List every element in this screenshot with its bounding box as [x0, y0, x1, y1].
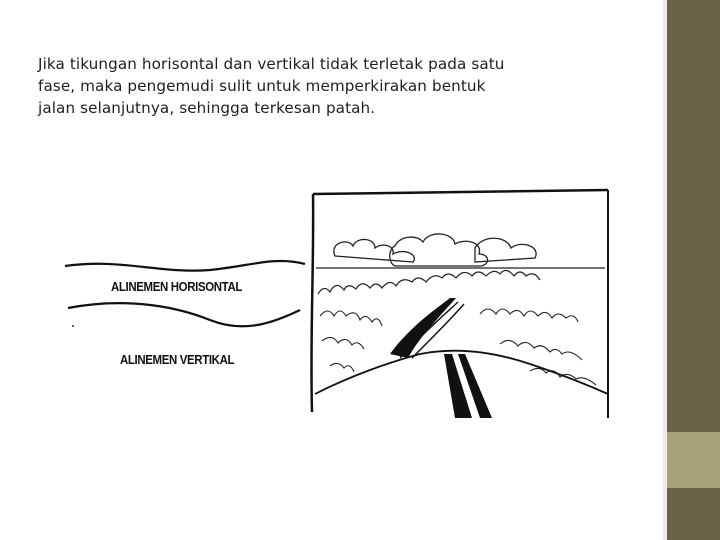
body-paragraph: Jika tikungan horisontal dan vertikal tidak terletak pada satu fase, maka pengemudi sulit untuk memperkirakan bentuk jalan selanjutnya, sehingga terkesan patah.: [38, 55, 505, 117]
horizontal-alignment-line: [65, 261, 305, 271]
vertical-alignment-line: [68, 303, 300, 326]
road-alignment-figure: [60, 186, 612, 418]
sidebar-accent-light: [667, 432, 720, 488]
label-horizontal-alignment: ALINEMEN HORISONTAL: [111, 279, 243, 294]
label-vertical-alignment: ALINEMEN VERTIKAL: [120, 352, 235, 367]
perspective-sketch: [309, 190, 609, 418]
stray-dot: [72, 325, 74, 327]
alignment-drawing: [60, 186, 612, 418]
